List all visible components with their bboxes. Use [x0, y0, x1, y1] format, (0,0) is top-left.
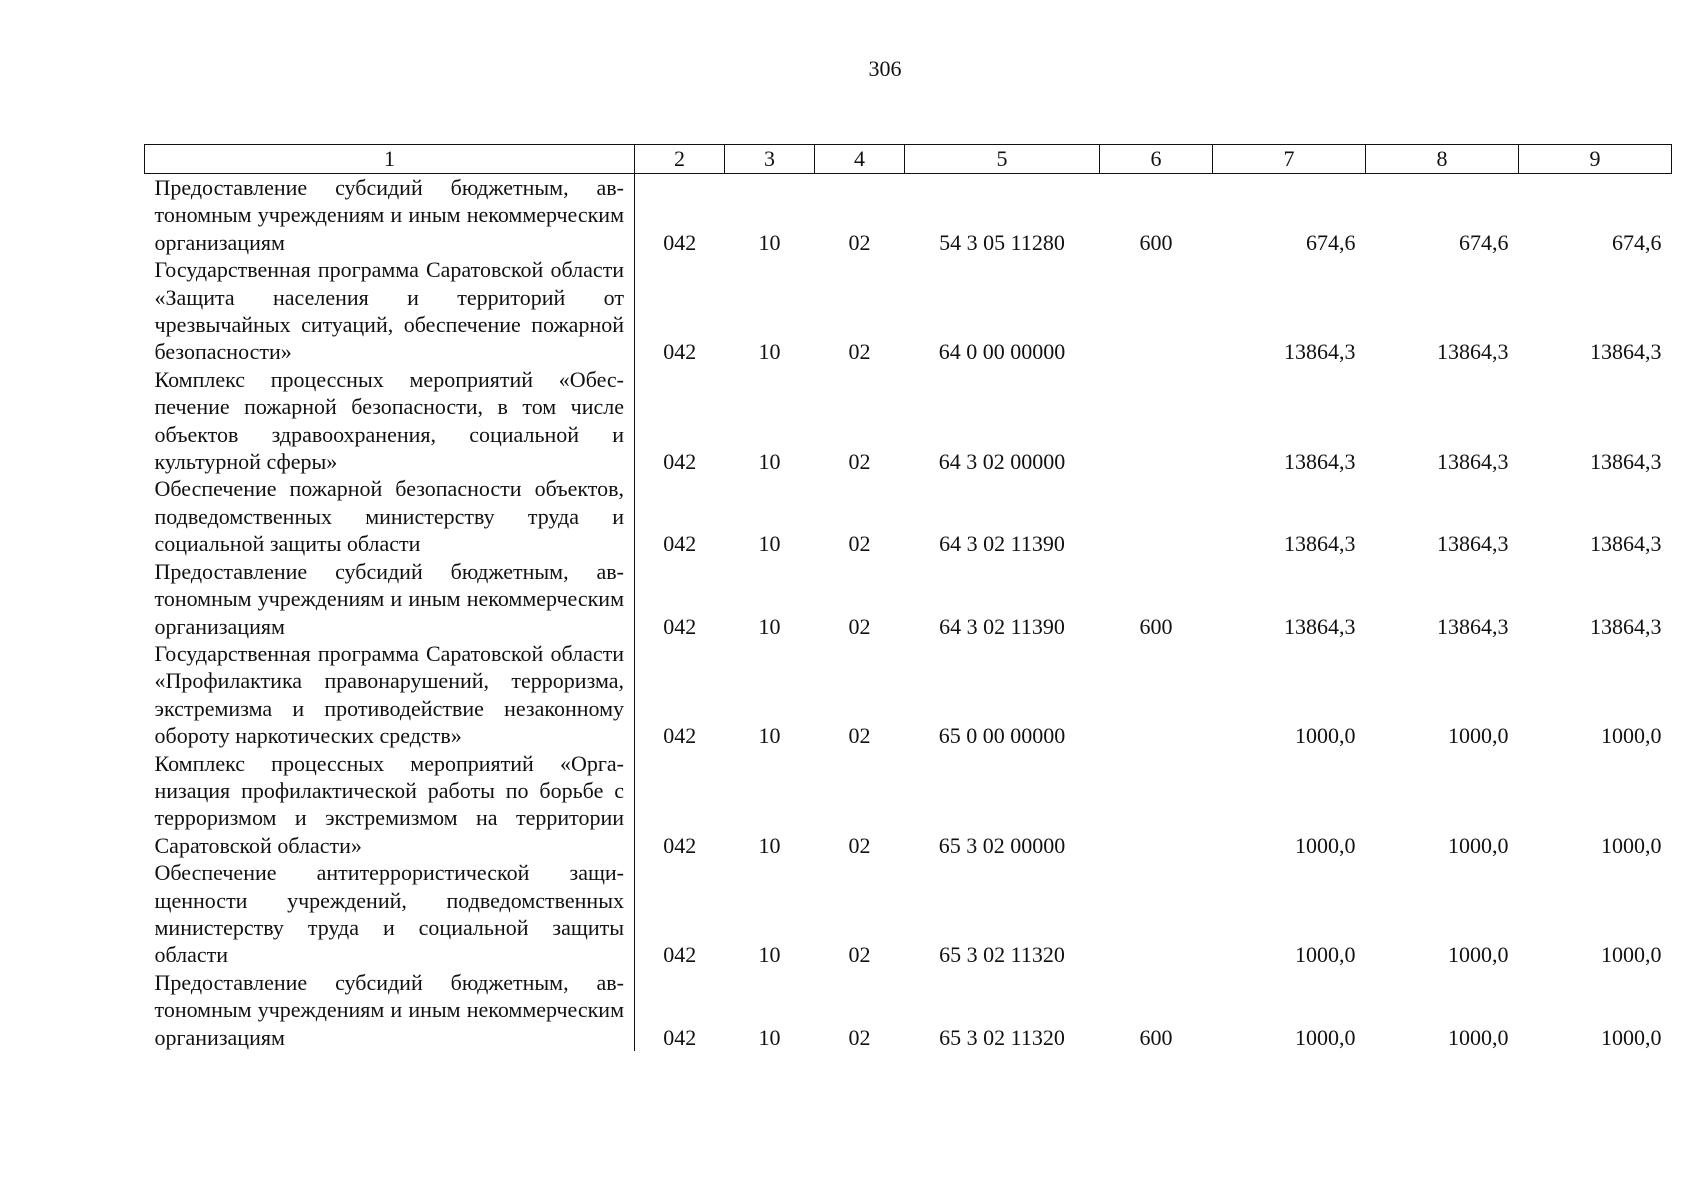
cell-section: 10: [758, 339, 781, 365]
cell-subsection: 02: [848, 339, 871, 365]
table-body: [145, 174, 1672, 1052]
column-header: 6: [1100, 145, 1213, 174]
cell-amount-7: 1000,0: [1295, 942, 1356, 968]
cell-section: 10: [758, 229, 781, 255]
cell-amount-8: 674,6: [1459, 229, 1509, 255]
cell-target-article: 65 3 02 11320: [939, 1024, 1065, 1050]
cell-target-article: 54 3 05 11280: [939, 229, 1065, 255]
row-name: Государственная программа Саратовской области «Профилактика правонарушений, терроризма, экстремизма и противодействие незаконному обороту наркотических средств»: [145, 640, 635, 750]
cell-expense-type: [1100, 859, 1213, 969]
table-row: [145, 750, 1672, 860]
row-name: Обеспечение антитеррористической защищенности учреждений, подведомственных министерству труда и социальной защиты области: [145, 859, 635, 969]
cell-subsection: 02: [848, 229, 871, 255]
table-header: [145, 145, 1672, 174]
cell-target-article: 64 0 00 00000: [938, 339, 1066, 365]
table-row: [145, 859, 1672, 969]
budget-table: [144, 144, 1672, 1051]
column-header: 2: [635, 145, 725, 174]
row-name: Предоставление субсидий бюджетным, автономным учреждениям и иным некоммерческим организациям: [145, 969, 635, 1051]
cell-amount-7: 13864,3: [1284, 613, 1356, 639]
cell-amount-8: 1000,0: [1448, 832, 1509, 858]
table-row: [145, 256, 1672, 366]
column-header: 1: [145, 145, 635, 174]
row-name: Обеспечение пожарной безопасности объектов, подведомственных министерству труда и социальной защиты области: [145, 475, 635, 557]
cell-ministry-code: 042: [663, 449, 697, 475]
table-row: [145, 558, 1672, 640]
cell-amount-7: 1000,0: [1295, 723, 1356, 749]
cell-subsection: 02: [848, 531, 871, 557]
cell-subsection: 02: [848, 1024, 871, 1050]
cell-section: 10: [758, 942, 781, 968]
header-row: [145, 145, 1672, 174]
column-header: 4: [815, 145, 905, 174]
cell-target-article: 65 3 02 11320: [939, 942, 1065, 968]
table-row: [145, 969, 1672, 1051]
cell-target-article: 64 3 02 11390: [939, 613, 1065, 639]
cell-ministry-code: 042: [663, 723, 697, 749]
row-name: Комплекс процессных мероприятий «Обеспечение пожарной безопасности, в том числе объектов здравоохранения, социальной и культурной сферы»: [145, 366, 635, 476]
cell-amount-9: 13864,3: [1590, 613, 1662, 639]
cell-amount-7: 13864,3: [1284, 449, 1356, 475]
cell-section: 10: [758, 449, 781, 475]
cell-amount-8: 13864,3: [1437, 531, 1509, 557]
cell-expense-type: [1100, 475, 1213, 557]
column-header: 7: [1213, 145, 1366, 174]
cell-amount-9: 1000,0: [1601, 942, 1662, 968]
column-header: 3: [725, 145, 815, 174]
column-header: 9: [1519, 145, 1672, 174]
page-number: 306: [868, 56, 902, 81]
cell-amount-9: 674,6: [1612, 229, 1662, 255]
column-header: 8: [1366, 145, 1519, 174]
cell-target-article: 65 3 02 00000: [938, 832, 1066, 858]
cell-amount-7: 13864,3: [1284, 531, 1356, 557]
cell-amount-9: 1000,0: [1601, 832, 1662, 858]
cell-subsection: 02: [848, 723, 871, 749]
table-row: [145, 174, 1672, 257]
row-name: Государственная программа Саратовской области «Защита населения и территорий от чрезвычайных ситуаций, обеспечение пожарной безопасности»: [145, 256, 635, 366]
cell-expense-type: [1100, 366, 1213, 476]
cell-section: 10: [758, 832, 781, 858]
cell-amount-7: 674,6: [1306, 229, 1356, 255]
row-name: Предоставление субсидий бюджетным, автономным учреждениям и иным некоммерческим организациям: [145, 558, 635, 640]
cell-section: 10: [758, 531, 781, 557]
cell-amount-8: 1000,0: [1448, 1024, 1509, 1050]
cell-target-article: 65 0 00 00000: [938, 723, 1066, 749]
column-header: 5: [905, 145, 1100, 174]
cell-ministry-code: 042: [663, 339, 697, 365]
cell-expense-type: [1100, 640, 1213, 750]
table-row: [145, 475, 1672, 557]
cell-expense-type: [1100, 256, 1213, 366]
cell-amount-8: 1000,0: [1448, 723, 1509, 749]
row-name: Комплекс процессных мероприятий «Организация профилактической работы по борьбе с терроризмом и экстремизмом на территории Саратовской области»: [145, 750, 635, 860]
cell-subsection: 02: [848, 942, 871, 968]
cell-amount-7: 1000,0: [1295, 1024, 1356, 1050]
cell-expense-type: 600: [1139, 229, 1173, 255]
cell-amount-9: 1000,0: [1601, 1024, 1662, 1050]
table-row: [145, 640, 1672, 750]
cell-ministry-code: 042: [663, 1024, 697, 1050]
cell-section: 10: [758, 723, 781, 749]
cell-amount-7: 13864,3: [1284, 339, 1356, 365]
cell-amount-9: 1000,0: [1601, 723, 1662, 749]
cell-expense-type: 600: [1139, 1024, 1173, 1050]
cell-amount-9: 13864,3: [1590, 531, 1662, 557]
cell-amount-8: 13864,3: [1437, 449, 1509, 475]
cell-amount-9: 13864,3: [1590, 449, 1662, 475]
cell-amount-9: 13864,3: [1590, 339, 1662, 365]
table-row: [145, 366, 1672, 476]
cell-ministry-code: 042: [663, 229, 697, 255]
row-name: Предоставление субсидий бюджетным, автономным учреждениям и иным некоммерческим организациям: [145, 174, 635, 257]
cell-section: 10: [758, 613, 781, 639]
cell-ministry-code: 042: [663, 613, 697, 639]
cell-section: 10: [758, 1024, 781, 1050]
cell-amount-8: 13864,3: [1437, 613, 1509, 639]
cell-ministry-code: 042: [663, 832, 697, 858]
cell-target-article: 64 3 02 00000: [938, 449, 1066, 475]
cell-ministry-code: 042: [663, 531, 697, 557]
cell-subsection: 02: [848, 832, 871, 858]
cell-amount-8: 13864,3: [1437, 339, 1509, 365]
cell-amount-8: 1000,0: [1448, 942, 1509, 968]
cell-expense-type: [1100, 750, 1213, 860]
cell-subsection: 02: [848, 613, 871, 639]
cell-expense-type: 600: [1139, 613, 1173, 639]
cell-subsection: 02: [848, 449, 871, 475]
cell-target-article: 64 3 02 11390: [939, 531, 1065, 557]
cell-amount-7: 1000,0: [1295, 832, 1356, 858]
cell-ministry-code: 042: [663, 942, 697, 968]
